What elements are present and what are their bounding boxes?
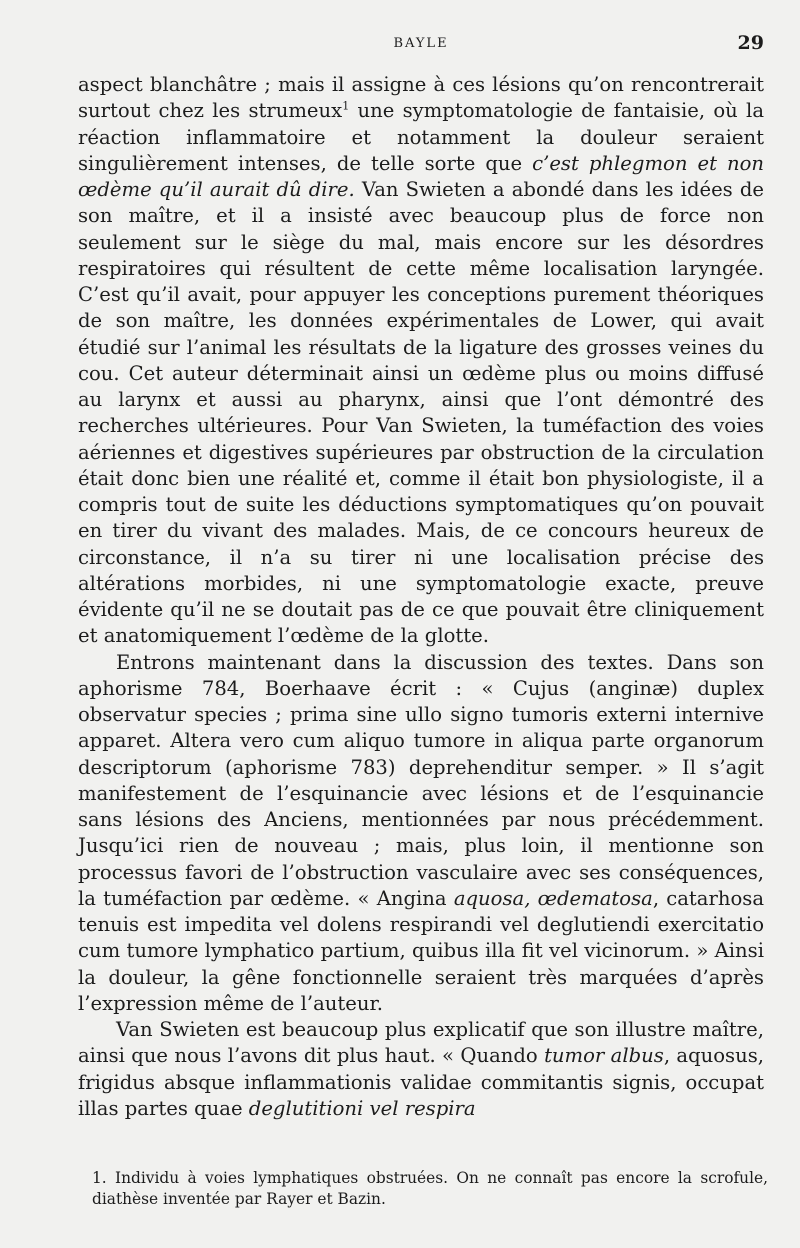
- text-run: , aquosus, frigidus absque inflammationis validae commitantis signis, occupat illas partes quae: [78, 1044, 764, 1120]
- italic-run: deglutitioni vel respira: [248, 1096, 476, 1120]
- page-number: 29: [737, 32, 764, 54]
- italic-run: aquosa, œdematosa: [453, 886, 653, 910]
- paragraph-1: [78, 72, 764, 650]
- italic-run: tumor albus: [544, 1044, 664, 1068]
- body-text: [78, 72, 764, 1122]
- text-run: , catarhosa tenuis est impedita vel dolens respirandi vel deglutiendi exercitatio cum tumore lymphatico partium, quibus illa fit vel vicinorum. » Ainsi la douleur, la gêne fonctionnelle seraient très marquées d’après l’expression même de l’auteur.: [78, 886, 765, 1015]
- text-run: une symptomatologie de fantaisie, où la réaction inflammatoire et notamment la douleur seraient singulièrement intenses, de telle sorte que: [78, 99, 764, 175]
- text-run: aspect blanchâtre ; mais il assigne à ces lésions qu’on rencontrerait surtout chez les strumeux: [78, 73, 764, 123]
- text-run: Van Swieten est beaucoup plus explicatif que son illustre maître, ainsi que nous l’avons dit plus haut. « Quando: [78, 1018, 764, 1068]
- footnotes: [92, 1168, 768, 1210]
- italic-run: c’est phlegmon et non œdème qu’il aurait dû dire.: [78, 151, 764, 201]
- text-run: Entrons maintenant dans la discussion des textes. Dans son aphorisme 784, Boerhaave écrit : « Cujus (anginæ) duplex observatur species ; prima sine ullo signo tumoris externi internive apparet. Altera vero cum aliquo tumore in aliqua parte organorum descriptorum (aphorisme 783) deprehenditur semper. » Il s’agit manifestement de l’esquinancie avec lésions et de l’esquinancie sans lésions des Anciens, mentionnées par nous précédemment. Jusqu’ici rien de nouveau ; mais, plus loin, il mentionne son processus favori de l’obstruction vasculaire avec ses conséquences, la tuméfaction par œdème. « Angina: [78, 650, 764, 910]
- paragraph-3: [78, 1017, 764, 1122]
- footnote-reference: 1: [342, 99, 350, 113]
- text-run: Van Swieten a abondé dans les idées de son maître, et il a insisté avec beaucoup plus de force non seulement sur le siège du mal, mais encore sur les désordres respiratoires qui résultent de cette même localisation laryngée. C’est qu’il avait, pour appuyer les conceptions purement théoriques de son maître, les données expérimentales de Lower, qui avait étudié sur l’animal les résultats de la ligature des grosses veines du cou. Cet auteur déterminait ainsi un œdème plus ou moins diffusé au larynx et aussi au pharynx, ainsi que l’ont démontré des recherches ultérieures. Pour Van Swieten, la tuméfaction des voies aériennes et digestives supérieures par obstruction de la circulation était donc bien une réalité et, comme il était bon physiologiste, il a compris tout de suite les déductions symptomatiques qu’on pouvait en tirer du vivant des malades. Mais, de ce concours heureux de circonstance, il n’a su tirer ni une localisation précise des altérations morbides, ni une symptomatologie exacte, preuve évidente qu’il ne se doutait pas de ce que pouvait être cliniquement et anatomiquement l’œdème de la glotte.: [78, 178, 764, 648]
- running-head: BAYLE: [393, 36, 449, 51]
- page-header: [78, 32, 764, 56]
- paragraph-2: [78, 650, 764, 1018]
- footnote-1: 1. Individu à voies lymphatiques obstruées. On ne connaît pas encore la scrofule, diathèse inventée par Rayer et Bazin.: [92, 1169, 768, 1208]
